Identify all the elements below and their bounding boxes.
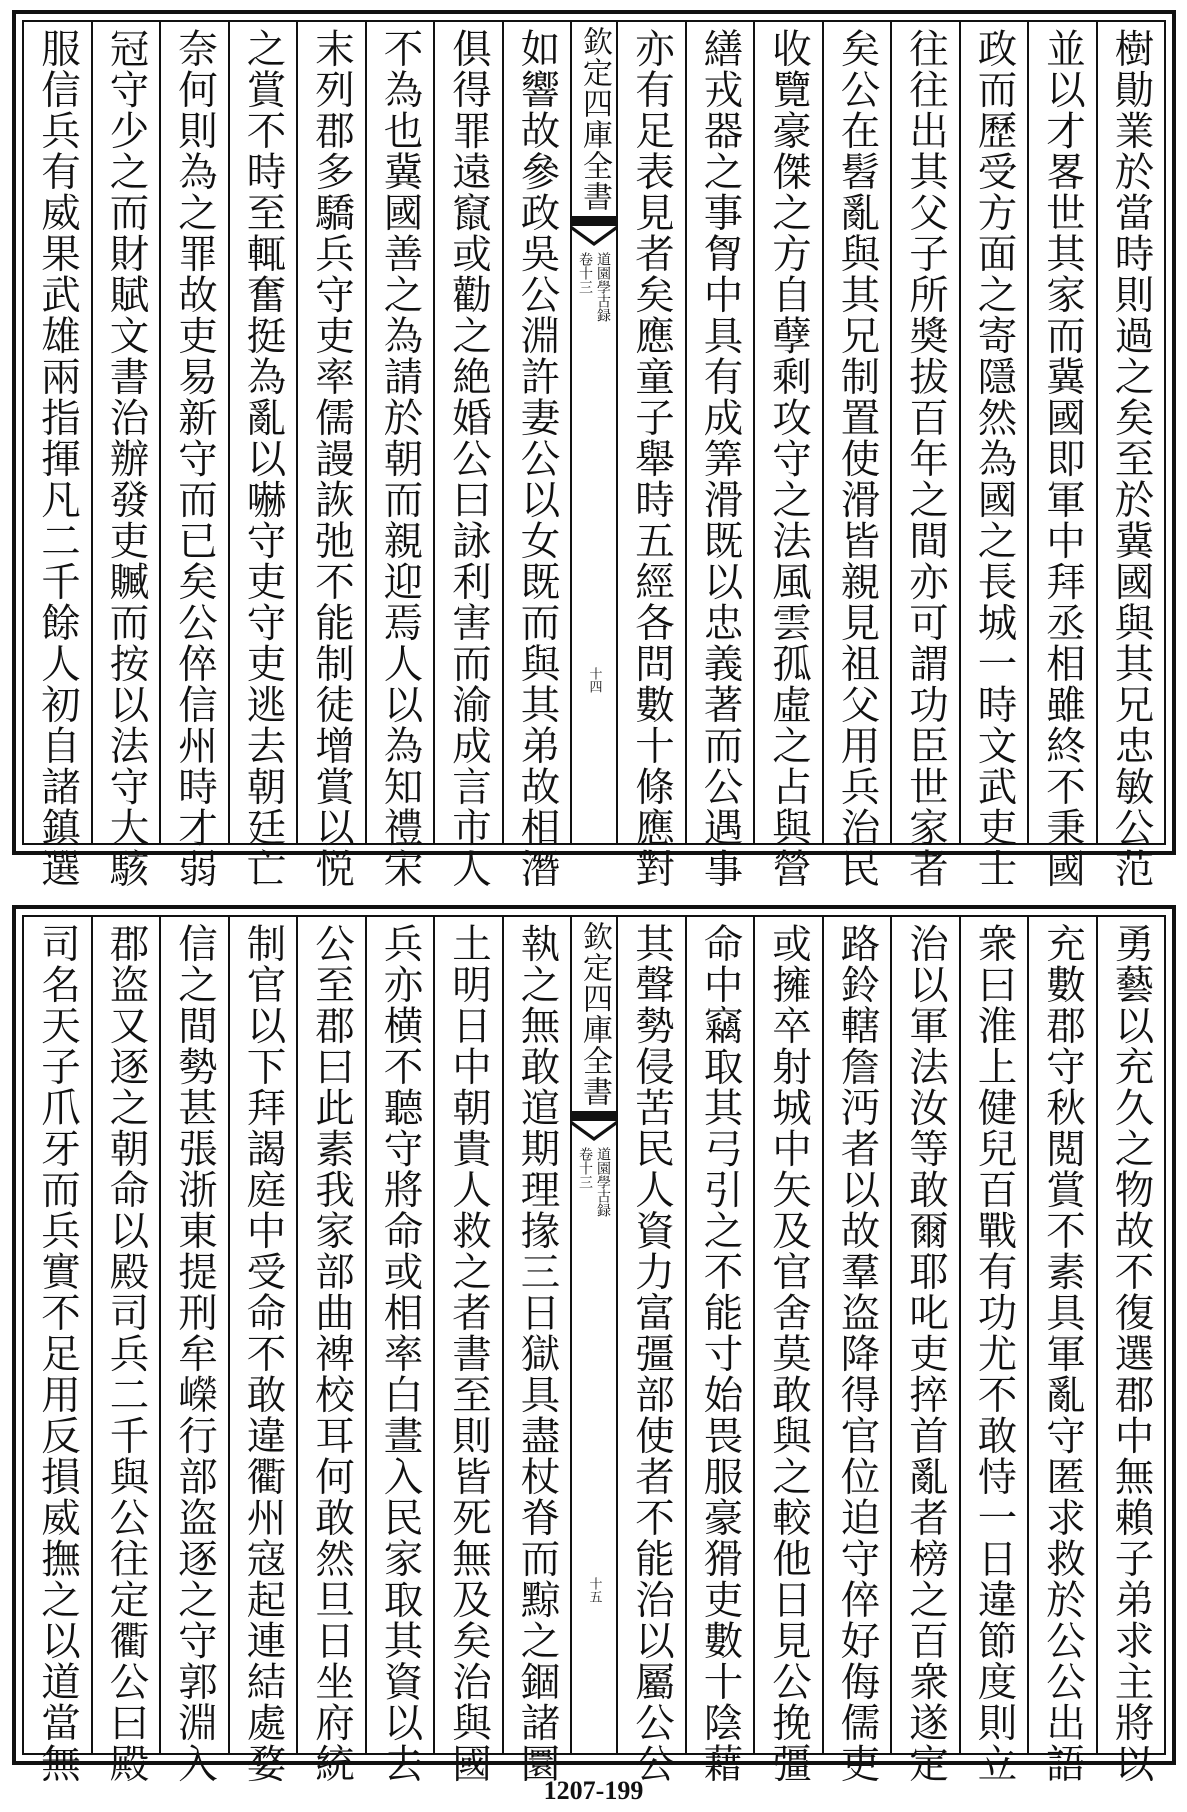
text-column bbox=[433, 917, 502, 1784]
text-column bbox=[228, 917, 297, 1784]
column-text: 公至郡曰此素我家部曲裨校耳何敢然旦日坐府統 bbox=[309, 923, 355, 1784]
column-text: 收覽豪傑之方自孽剩攻守之法風雲孤虛之占與營 bbox=[766, 28, 812, 889]
text-column bbox=[1096, 917, 1165, 1784]
text-column bbox=[159, 917, 228, 1784]
text-column bbox=[502, 917, 571, 1784]
column-text: 服信兵有威果武雄兩指揮凡二千餘人初自諸鎮選 bbox=[35, 28, 81, 889]
column-text: 樹勛業於當時則過之矣至於冀國與其兄忠敏公范 bbox=[1108, 28, 1155, 889]
text-column bbox=[890, 22, 959, 889]
text-column bbox=[365, 917, 434, 1784]
text-column bbox=[959, 917, 1028, 1784]
text-column bbox=[753, 917, 822, 1784]
upper-page-text-frame bbox=[22, 20, 1166, 889]
text-column bbox=[616, 917, 685, 1784]
page-spine bbox=[570, 917, 616, 1753]
text-column bbox=[1027, 22, 1096, 889]
spine-title: 欽定四庫全書 bbox=[577, 921, 612, 1107]
column-text: 矣公在髫亂與其兄制置使滑皆親見祖父用兵治民 bbox=[834, 28, 881, 889]
text-column bbox=[685, 917, 754, 1784]
fishtail-mark-icon bbox=[572, 216, 616, 246]
column-text: 往往出其父子所奬拔百年之間亦可謂功臣世家者 bbox=[903, 28, 949, 889]
text-column bbox=[616, 22, 685, 889]
column-text: 不為也冀國善之為請於朝而親迎焉人以為知禮宋 bbox=[377, 28, 424, 889]
text-column bbox=[502, 22, 571, 889]
column-text: 兵亦横不聽守將命或相率白晝入民家取其資以去 bbox=[377, 923, 424, 1784]
column-text: 其聲勢侵苦民人資力富彊部使者不能治以屬公公 bbox=[629, 923, 675, 1784]
spine-title: 欽定四庫全書 bbox=[577, 26, 612, 212]
column-text: 充數郡守秋閲賞不素具軍亂守匿求救於公公出語 bbox=[1040, 923, 1086, 1784]
column-text: 執之無敢逭期理掾三日獄具盡杖脊而黥之錮諸圜 bbox=[514, 923, 561, 1784]
text-column bbox=[753, 22, 822, 889]
text-column bbox=[24, 22, 91, 889]
column-text: 勇藝以充久之物故不復選郡中無賴子弟求主將以 bbox=[1108, 923, 1155, 1784]
spine-page-number: 十四 bbox=[586, 667, 602, 693]
text-column bbox=[1027, 917, 1096, 1784]
column-text: 俱得罪遠竄或勸之絶婚公曰詠利害而渝成言市人 bbox=[446, 28, 492, 889]
spine-page-number: 十五 bbox=[586, 1577, 602, 1603]
text-column bbox=[822, 22, 891, 889]
text-column bbox=[296, 917, 365, 1784]
page-spine bbox=[570, 22, 616, 843]
spine-meta bbox=[578, 1147, 610, 1217]
column-text: 衆曰淮上健兒百戰有功尤不敢恃一日違節度則立 bbox=[971, 923, 1018, 1784]
column-text: 如響故參政吳公淵許妻公以女既而與其弟故相潛 bbox=[514, 28, 561, 889]
spine-meta bbox=[578, 252, 610, 322]
spine-juan: 卷十三 bbox=[577, 1147, 593, 1189]
text-column bbox=[890, 917, 959, 1784]
column-text: 亦有足表見者矣應童子舉時五經各問數十條應對 bbox=[629, 28, 675, 889]
column-text: 並以才畧世其家而冀國即軍中拜丞相雖終不秉國 bbox=[1040, 28, 1086, 889]
spine-juan: 卷十三 bbox=[577, 252, 593, 294]
text-column bbox=[296, 22, 365, 889]
spine-book-title: 道園學古録 bbox=[595, 1147, 611, 1217]
text-column bbox=[959, 22, 1028, 889]
text-column bbox=[685, 22, 754, 889]
text-column bbox=[365, 22, 434, 889]
column-text: 土明日中朝貴人救之者書至則皆死無及矣治與國 bbox=[446, 923, 492, 1784]
column-text: 治以軍法汝等敢爾耶叱吏捽首亂者榜之百衆遂定 bbox=[903, 923, 949, 1784]
column-text: 司名天子爪牙而兵實不足用反損威撫之以道當無 bbox=[35, 923, 81, 1784]
spine-book-title: 道園學古録 bbox=[595, 252, 611, 322]
column-text: 政而歷受方面之寄隱然為國之長城一時文武吏士 bbox=[971, 28, 1018, 889]
column-text: 郡盗又逐之朝命以殿司兵二千與公往定衢公曰殿 bbox=[103, 923, 150, 1784]
column-text: 路鈴轄詹沔者以故羣盗降得官位迫守倅好侮儒吏 bbox=[834, 923, 881, 1784]
text-column bbox=[433, 22, 502, 889]
text-column bbox=[228, 22, 297, 889]
column-text: 末列郡多驕兵守吏率儒謾詼弛不能制徒增賞以悦 bbox=[309, 28, 355, 889]
text-column bbox=[822, 917, 891, 1784]
column-text: 命中竊取其弓引之不能寸始畏服豪猾吏數十陰藉 bbox=[697, 923, 744, 1784]
column-text: 之賞不時至輒奮挺為亂以嚇守吏守吏逃去朝廷亡 bbox=[240, 28, 287, 889]
text-column bbox=[24, 917, 91, 1784]
text-column bbox=[91, 917, 160, 1784]
column-text: 繕戎器之事胷中具有成筭滑既以忠義著而公遇事 bbox=[697, 28, 744, 889]
column-text: 信之間勢甚張浙東提刑牟嶸行部盗逐之守郭淵入 bbox=[172, 923, 218, 1784]
fishtail-mark-icon bbox=[572, 1111, 616, 1141]
volume-page-footer: 1207-199 bbox=[543, 1776, 644, 1805]
lower-page-text-frame bbox=[22, 915, 1166, 1784]
column-text: 或擁卒射城中矢及官舍莫敢與之較他日見公挽彊 bbox=[766, 923, 812, 1784]
text-column bbox=[159, 22, 228, 889]
text-column bbox=[1096, 22, 1165, 889]
upper-page bbox=[12, 10, 1176, 889]
text-column bbox=[91, 22, 160, 889]
column-text: 制官以下拜謁庭中受命不敢違衢州寇起連結處婺 bbox=[240, 923, 287, 1784]
column-text: 冠守少之而財賦文書治辦發吏贓而按以法守大駭 bbox=[103, 28, 150, 889]
lower-page bbox=[12, 905, 1176, 1784]
column-text: 奈何則為之罪故吏易新守而已矣公倅信州時才弱 bbox=[172, 28, 218, 889]
